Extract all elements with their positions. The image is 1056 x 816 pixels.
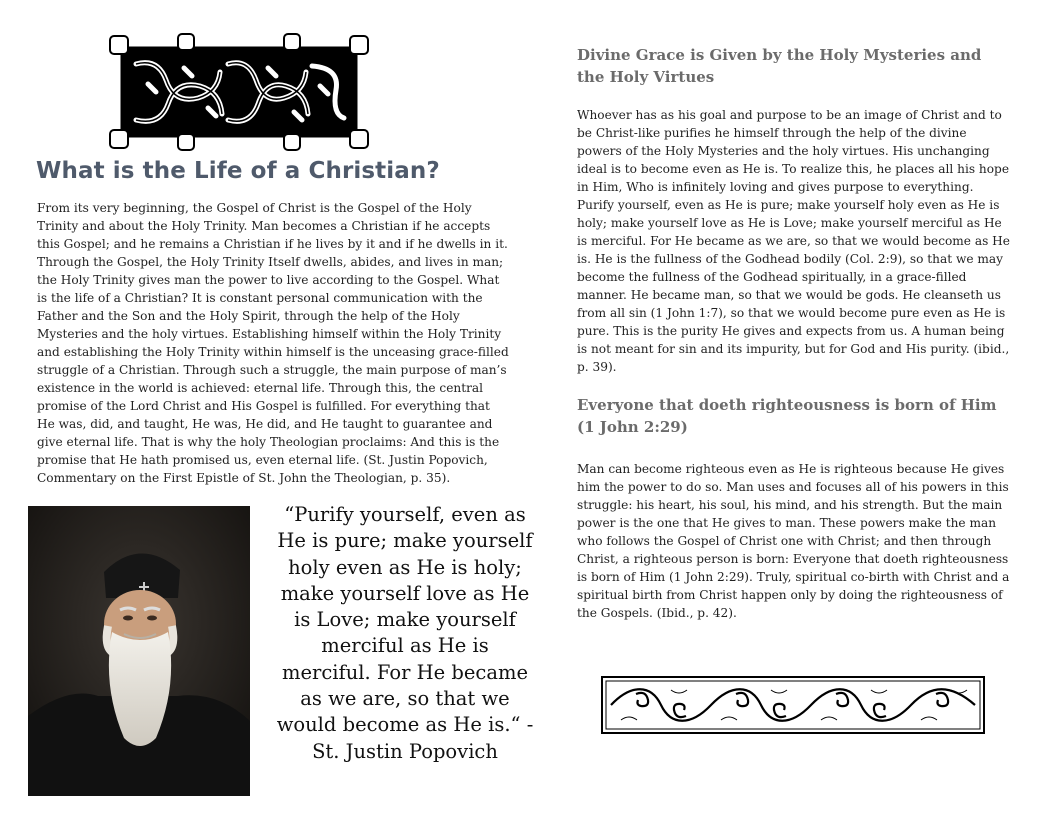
section-paragraph-righteousness: Man can become righteous even as He is righteous because He gives him the power to do so. Man uses and focuses all of his powers in this struggle: his heart, his soul, his mind, and his strength. But the main power is the one that He gives to man. These powers make the man who follows the Gospel of Christ one with Christ; and then through Christ, a righteous person is born: Everyone that doeth righteousness is born of Him (1 John 2:29). Truly, spiritual co-birth with Christ and a spiritual birth from Christ happen only by doing the righteousness of the Gospels. (Ibid., p. 42). xyxy=(577,462,1010,620)
intro-paragraph: From its very beginning, the Gospel of Christ is the Gospel of the Holy Trinity and about the Holy Trinity. Man becomes a Christian if he accepts this Gospel; and he remains a Christian if he lives by it and if he dwells in it. Through the Gospel, the Holy Trinity Itself dwells, abides, and lives in man; the Holy Trinity gives man the power to live according to the Gospel. What is the life of a Christian? It is constant personal communication with the Father and the Son and the Holy Spirit, through the help of the Holy Mysteries and the holy virtues. Establishing himself within the Holy Trinity and establishing the Holy Trinity within himself is the unceasing grace-filled struggle of a Christian. Through such a struggle, the main purpose of man’s existence in the world is achieved: eternal life. Through this, the central promise of the Lord Christ and His Gospel is fulfilled. For everything that He was, did, and taught, He was, He did, and He taught to guarantee and give eternal life. That is why the holy Theologian proclaims: And this is the promise that He hath promised us, even eternal life. (St. Justin Popovich, Commentary on the First Epistle of St. John the Theologian, p. 35). xyxy=(37,201,509,485)
celtic-knot-ornament xyxy=(108,28,370,156)
scroll-border-ornament xyxy=(601,676,985,734)
section-paragraph-grace: Whoever has as his goal and purpose to be an image of Christ and to be Christ-like purifies he himself through the help of the divine powers of the Holy Mysteries and the holy virtues. His unchanging ideal is to become even as He is. To realize this, he places all his hope in Him, Who is infinitely loving and gives purpose to everything. Purify yourself, even as He is pure; make yourself holy even as He is holy; make yourself love as He is Love; make yourself merciful as He is merciful. For He became as we are, so that we would become as He is. He is the fullness of the Godhead bodily (Col. 2:9), so that we may become the fullness of the Godhead spiritually, in a grace-filled manner. He became man, so that we would be gods. He cleanseth us from all sin (1 John 1:7), so that we would become pure even as He is pure. This is the purity He gives and expects from us. A human being is not meant for sin and its impurity, but for God and His purity. (ibid., p. 39). xyxy=(577,108,1010,374)
page-title: What is the Life of a Christian? xyxy=(36,158,440,184)
section-heading-righteousness: Everyone that doeth righteousness is born of Him (1 John 2:29) xyxy=(577,396,997,436)
pull-quote: “Purify yourself, even as He is pure; make yourself holy even as He is holy; make yourself love as He is Love; make yourself merciful as He is merciful. For He became as we are, so that we would become as He is.“ - St. Justin Popovich xyxy=(276,503,534,763)
section-heading-grace: Divine Grace is Given by the Holy Mysteries and the Holy Virtues xyxy=(577,46,982,86)
saint-portrait-image xyxy=(28,506,250,796)
